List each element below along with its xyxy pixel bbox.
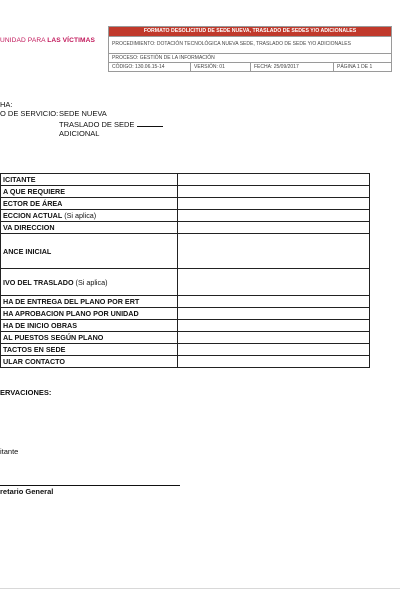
row-value-cell[interactable] xyxy=(178,332,370,344)
option-traslado: TRASLADO DE SEDE xyxy=(59,119,135,129)
observaciones-label: ERVACIONES: xyxy=(0,388,52,397)
version-cell: VERSIÓN: 01 xyxy=(191,63,251,72)
signature-secretario-label: retario General xyxy=(0,487,54,496)
row-value-cell[interactable] xyxy=(178,356,370,368)
row-label: IVO DEL TRASLADO xyxy=(3,277,74,287)
row-value-cell[interactable] xyxy=(178,308,370,320)
row-value-cell[interactable] xyxy=(178,269,370,296)
row-label: ANCE INICIAL xyxy=(3,246,52,256)
row-value-cell[interactable] xyxy=(178,234,370,269)
form-row xyxy=(1,308,370,320)
form-row xyxy=(1,198,370,210)
option-sede-nueva: SEDE NUEVA xyxy=(59,109,107,118)
form-row xyxy=(1,186,370,198)
form-row xyxy=(1,296,370,308)
row-value-cell[interactable] xyxy=(178,320,370,332)
row-value-cell[interactable] xyxy=(178,222,370,234)
form-row xyxy=(1,332,370,344)
logo xyxy=(0,37,108,53)
row-label: HA APROBACION PLANO POR UNIDAD xyxy=(3,309,139,318)
row-label: TACTOS EN SEDE xyxy=(3,345,66,354)
signature-line xyxy=(0,485,180,486)
process-text: PROCESO: GESTIÓN DE LA INFORMACIÓN xyxy=(109,54,392,63)
form-row xyxy=(1,356,370,368)
form-row xyxy=(1,174,370,186)
procedure-text: PROCEDIMIENTO: DOTACIÓN TECNOLÓGICA NUEVA SEDE, TRASLADO DE SEDE Y/O ADICIONALES xyxy=(109,37,392,54)
code-cell: CÓDIGO: 130.06.15-14 xyxy=(109,63,191,72)
row-value-cell[interactable] xyxy=(178,344,370,356)
row-label: HA DE ENTREGA DEL PLANO POR ERT xyxy=(3,297,140,306)
fecha-label: HA: xyxy=(0,100,13,109)
logo-strong: LAS VÍCTIMAS xyxy=(47,37,95,44)
row-value-cell[interactable] xyxy=(178,210,370,222)
row-value-cell[interactable] xyxy=(178,296,370,308)
row-label: AL PUESTOS SEGÚN PLANO xyxy=(3,333,104,342)
form-row xyxy=(1,222,370,234)
row-label: ECTOR DE ÁREA xyxy=(3,199,63,208)
logo-prefix: UNIDAD PARA xyxy=(0,37,46,44)
form-row xyxy=(1,320,370,332)
form-row: IVO DEL TRASLADO (Si aplica) xyxy=(1,269,370,296)
form-title: FORMATO DESOLICITUD DE SEDE NUEVA, TRASLADO DE SEDES Y/O ADICIONALES xyxy=(109,27,392,37)
row-value-cell[interactable] xyxy=(178,186,370,198)
row-label: ULAR CONTACTO xyxy=(3,357,66,366)
row-label: HA DE INICIO OBRAS xyxy=(3,321,78,330)
row-label: A QUE REQUIERE xyxy=(3,187,66,196)
page-bottom-divider xyxy=(0,588,400,589)
row-value-cell[interactable] xyxy=(178,198,370,210)
form-row xyxy=(1,234,370,269)
row-label: ICITANTE xyxy=(3,175,36,184)
row-label: VA DIRECCION xyxy=(3,223,55,232)
request-form-table xyxy=(0,173,370,368)
form-row xyxy=(1,344,370,356)
form-row: ECCION ACTUAL (Si aplica) xyxy=(1,210,370,222)
tipo-servicio-options xyxy=(59,109,163,139)
tipo-servicio-label: O DE SERVICIO: xyxy=(0,109,59,118)
signature-solicitante-label: itante xyxy=(0,447,19,456)
option-adicional: ADICIONAL xyxy=(59,129,100,139)
traslado-blank-line[interactable] xyxy=(137,119,163,127)
row-value-cell[interactable] xyxy=(178,174,370,186)
row-label: ECCION ACTUAL xyxy=(3,211,63,220)
date-cell: FECHA: 25/09/2017 xyxy=(251,63,334,72)
page-cell: PÁGINA 1 DE 1 xyxy=(334,63,392,72)
document-header-table xyxy=(108,26,392,72)
